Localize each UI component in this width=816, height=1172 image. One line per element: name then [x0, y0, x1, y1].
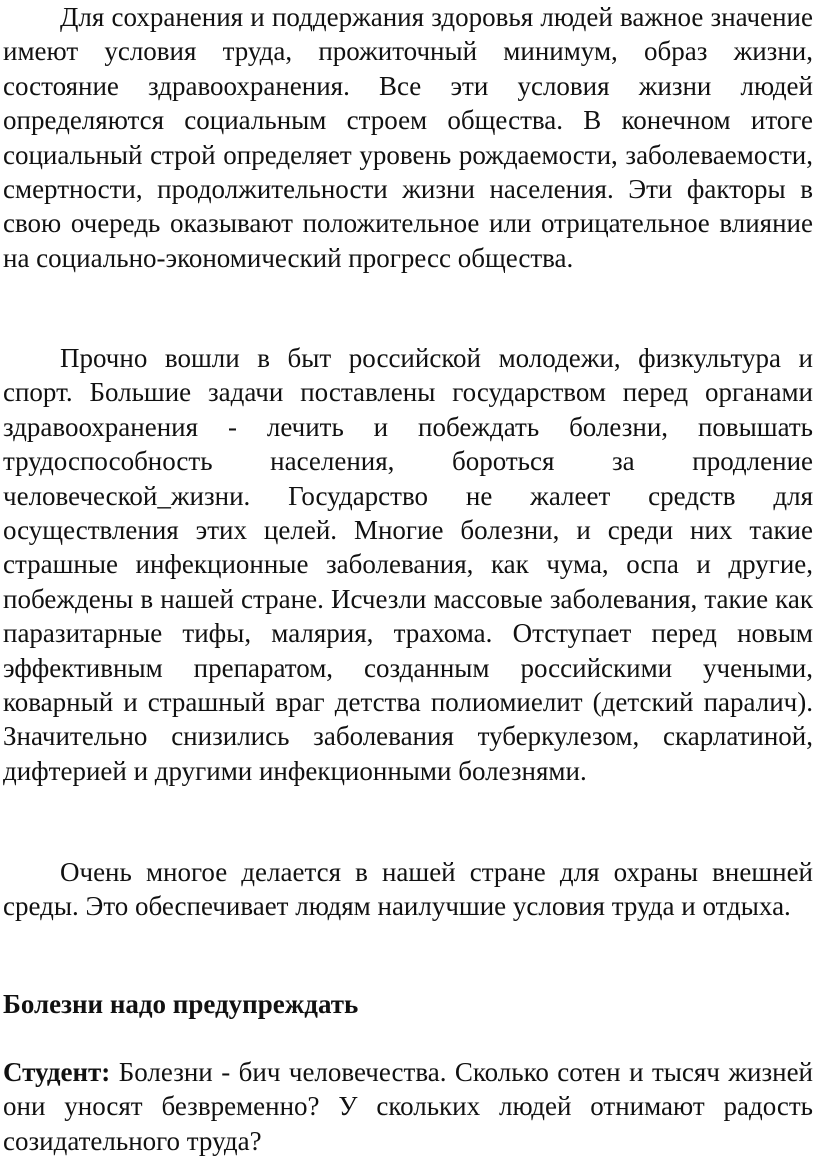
paragraph-sport-and-healthcare: Прочно вошли в быт российской молодежи, физкультура и спорт. Большие задачи поставлены государством перед органами здравоохранения - лечить и побеждать болезни, повышать трудоспособность населения, бороться за продление человеческой_жизни. Государство не жалеет средств для осуществления этих целей. Многие болезни, и среди них такие страшные инфекционные заболевания, как чума, оспа и другие, побеждены в нашей стране. Исчезли массовые заболевания, такие как паразитарные тифы, малярия, трахома. Отступает перед новым эффективным препаратом, созданным российскими учеными, коварный и страшный враг детства полиомиелит (детский паралич). Значительно снизились заболевания туберкулезом, скарлатиной, дифтерией и другими инфекционными болезнями. [3, 343, 813, 786]
section-heading: Болезни надо предупреждать [3, 989, 359, 1019]
paragraph-health-conditions: Для сохранения и поддержания здоровья людей важное значение имеют условия труда, прожиточный минимум, образ жизни, состояние здравоохранения. Все эти условия жизни людей определяются социальным строем общества. В конечном итоге социальный строй определяет уровень рождаемости, заболеваемости, смертности, продолжительности жизни населения. Эти факторы в свою очередь оказывают положительное или отрицательное влияние на социально-экономический прогресс общества. [3, 2, 813, 273]
paragraph-environment: Очень многое делается в нашей стране для охраны внешней среды. Это обеспечивает людям наилучшие условия труда и отдыха. [3, 857, 813, 922]
dialog-text: Болезни - бич человечества. Сколько сотен и тысяч жизней они уносят безвременно? У скольких людей отнимают радость созидательного труда? [3, 1057, 813, 1156]
dialog-line [3, 1055, 813, 1158]
speaker-label: Студент: [3, 1057, 111, 1087]
